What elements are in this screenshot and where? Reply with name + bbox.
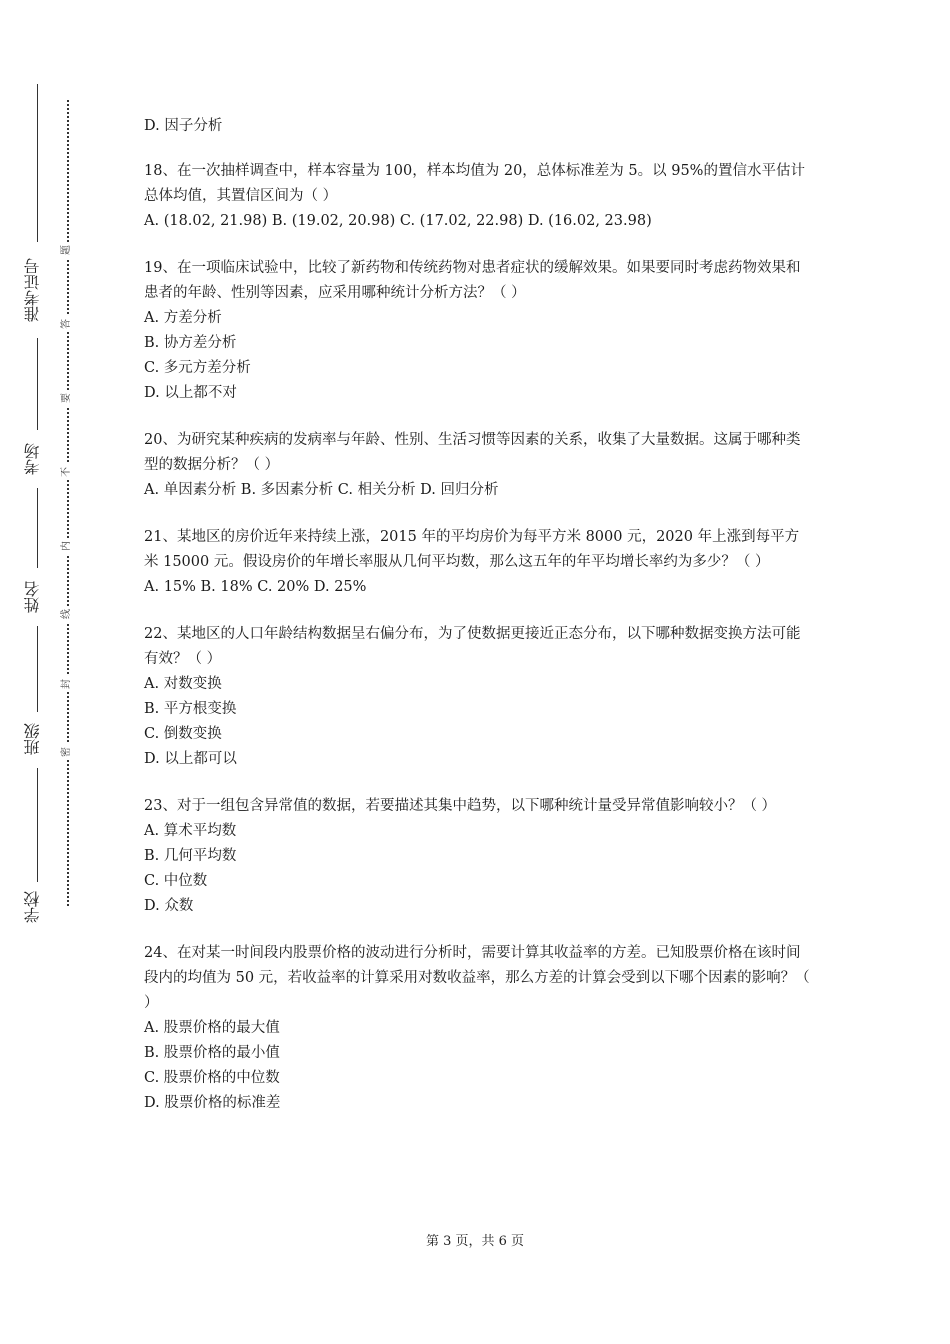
binding-margin (0, 0, 120, 1344)
seal-char: 密 (59, 744, 75, 760)
option-c: C. 股票价格的中位数 (144, 1070, 280, 1086)
option-line: A. 15% B. 18% C. 20% D. 25% (144, 579, 367, 595)
label-school: 学校 (23, 891, 42, 923)
question-17-tail (144, 114, 812, 139)
question-stem: 21、某地区的房价近年来持续上涨，2015 年的平均房价为每平方米 8000 元，2020 年上涨到每平方米 15000 元。假设房价的年增长率服从几何平均数，那么这五年的年平均增长率约为多少？（ ） (144, 529, 800, 570)
seal-char: 要 (59, 390, 75, 406)
question-21 (144, 525, 812, 600)
binding-line-4 (37, 626, 38, 712)
question-stem: 24、在对某一时间段内股票价格的波动进行分析时，需要计算其收益率的方差。已知股票价格在该时间段内的均值为 50 元，若收益率的计算采用对数收益率，那么方差的计算会受到以下哪个因素的影响？（ ） (144, 945, 810, 1011)
question-19 (144, 256, 812, 406)
option-a: A. 算术平均数 (144, 823, 237, 839)
option-d: D. 众数 (144, 898, 194, 914)
option: D. 因子分析 (144, 118, 223, 134)
question-list (144, 114, 812, 1138)
option-c: C. 倒数变换 (144, 726, 222, 742)
page-number: 第 3 页，共 6 页 (425, 1234, 525, 1249)
question-18 (144, 159, 812, 234)
seal-char: 封 (59, 676, 75, 692)
binding-line-3 (37, 488, 38, 568)
binding-line-5 (37, 768, 38, 882)
seal-char: 线 (59, 606, 75, 622)
question-stem: 22、某地区的人口年龄结构数据呈右偏分布，为了使数据更接近正态分布，以下哪种数据变换方法可能有效？（ ） (144, 626, 801, 667)
binding-line-2 (37, 338, 38, 430)
option-c: C. 多元方差分析 (144, 360, 251, 376)
option-a: A. 股票价格的最大值 (144, 1020, 280, 1036)
label-exam-number: 准考证号 (23, 258, 42, 322)
question-22 (144, 622, 812, 772)
seal-char: 不 (59, 464, 75, 480)
option-c: C. 中位数 (144, 873, 208, 889)
option-d: D. 以上都不对 (144, 385, 237, 401)
option-b: B. 几何平均数 (144, 848, 237, 864)
question-20 (144, 428, 812, 503)
question-stem: 19、在一项临床试验中，比较了新药物和传统药物对患者症状的缓解效果。如果要同时考虑药物效果和患者的年龄、性别等因素，应采用哪种统计分析方法？（ ） (144, 260, 801, 301)
label-exam-room: 考场 (23, 443, 42, 475)
option-a: A. 对数变换 (144, 676, 222, 692)
seal-dotted-line (67, 100, 69, 906)
option-b: B. 平方根变换 (144, 701, 237, 717)
seal-char: 内 (59, 538, 75, 554)
label-name: 姓名 (23, 581, 42, 613)
option-b: B. 股票价格的最小值 (144, 1045, 280, 1061)
option-a: A. 方差分析 (144, 310, 222, 326)
option-d: D. 以上都可以 (144, 751, 237, 767)
binding-line-1 (37, 84, 38, 242)
question-23 (144, 794, 812, 919)
seal-char: 答 (59, 316, 75, 332)
option-b: B. 协方差分析 (144, 335, 237, 351)
question-24 (144, 941, 812, 1116)
question-stem: 23、对于一组包含异常值的数据，若要描述其集中趋势，以下哪种统计量受异常值影响较小？（ ） (144, 798, 777, 814)
option-d: D. 股票价格的标准差 (144, 1095, 281, 1111)
option-line: A. 单因素分析 B. 多因素分析 C. 相关分析 D. 回归分析 (144, 482, 499, 498)
seal-char: 题 (59, 242, 75, 258)
label-class: 班级 (23, 723, 42, 755)
option-line: A. (18.02, 21.98) B. (19.02, 20.98) C. (17.02, 22.98) D. (16.02, 23.98) (144, 213, 652, 229)
question-stem: 20、为研究某种疾病的发病率与年龄、性别、生活习惯等因素的关系，收集了大量数据。这属于哪种类型的数据分析？（ ） (144, 432, 801, 473)
question-stem: 18、在一次抽样调查中，样本容量为 100，样本均值为 20，总体标准差为 5。以 95%的置信水平估计总体均值，其置信区间为（ ） (144, 163, 805, 204)
